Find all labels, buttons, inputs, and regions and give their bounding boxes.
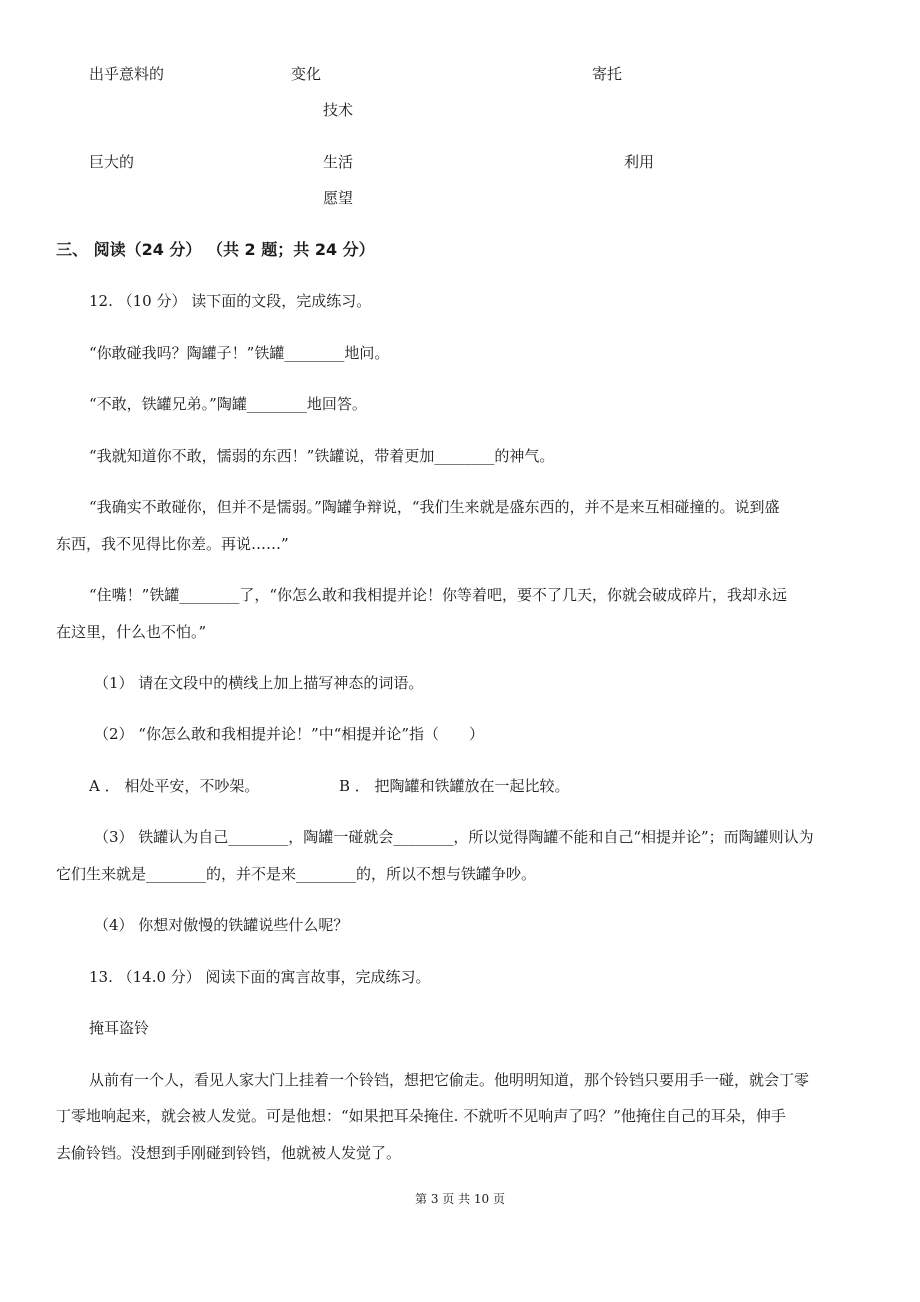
sub-question-3-cont: 它们生来就是________的，并不是来________的，所以不想与铁罐争吵。 [56,865,537,883]
passage-line: “不敢，铁罐兄弟。”陶罐________地回答。 [89,395,367,413]
passage-line: 在这里，什么也不怕。” [56,623,207,641]
page-footer: 第 3 页 共 10 页 [415,1192,505,1206]
match-right-2: 利用 [624,153,655,171]
sub-question-1: （1） 请在文段中的横线上加上描写神态的词语。 [94,674,424,692]
story-line: 从前有一个人，看见人家大门上挂着一个铃铛，想把它偷走。他明明知道，那个铃铛只要用手一碰，就会丁零 [89,1071,810,1089]
match-mid-1: 变化 [291,65,322,83]
match-mid-2: 生活 [323,153,354,171]
sub-question-4: （4） 你想对傲慢的铁罐说些什么呢？ [94,916,349,934]
story-title: 掩耳盗铃 [89,1019,150,1037]
match-left-1: 出乎意料的 [89,65,165,83]
sub-question-2: （2） “你怎么敢和我相提并论！”中“相提并论”指（ ） [94,725,484,743]
story-line: 去偷铃铛。没想到手刚碰到铃铛，他就被人发觉了。 [56,1144,402,1162]
match-sub-1: 技术 [323,101,354,119]
question-12-header: 12. （10 分） 读下面的文段，完成练习。 [89,292,372,310]
sub-question-3: （3） 铁罐认为自己________，陶罐一碰就会________，所以觉得陶罐不能和自己“相提并论”；而陶罐则认为 [94,828,814,846]
option-a: A ． 相处平安，不吵架。 [89,777,260,795]
passage-line: “我确实不敢碰你，但并不是懦弱。”陶罐争辩说，“我们生来就是盛东西的，并不是来互相碰撞的。说到盛 [89,498,780,516]
passage-line: “你敢碰我吗？陶罐子！”铁罐________地问。 [89,344,390,362]
match-right-1: 寄托 [592,65,623,83]
match-sub-2: 愿望 [323,189,354,207]
option-b: B ． 把陶罐和铁罐放在一起比较。 [339,777,570,795]
passage-line: 东西，我不见得比你差。再说……” [56,535,289,553]
question-13-header: 13. （14.0 分） 阅读下面的寓言故事，完成练习。 [89,968,431,986]
story-line: 丁零地响起来，就会被人发觉。可是他想：“如果把耳朵掩住. 不就听不见响声了吗？”他掩住自己的耳朵，伸手 [56,1107,786,1125]
passage-line: “住嘴！”铁罐________了，“你怎么敢和我相提并论！你等着吧，要不了几天，你就会破成碎片，我却永远 [89,586,788,604]
section-heading: 三、 阅读（24 分） （共 2 题；共 24 分） [56,240,375,259]
passage-line: “我就知道你不敢，懦弱的东西！”铁罐说，带着更加________的神气。 [89,447,555,465]
match-left-2: 巨大的 [89,153,135,171]
